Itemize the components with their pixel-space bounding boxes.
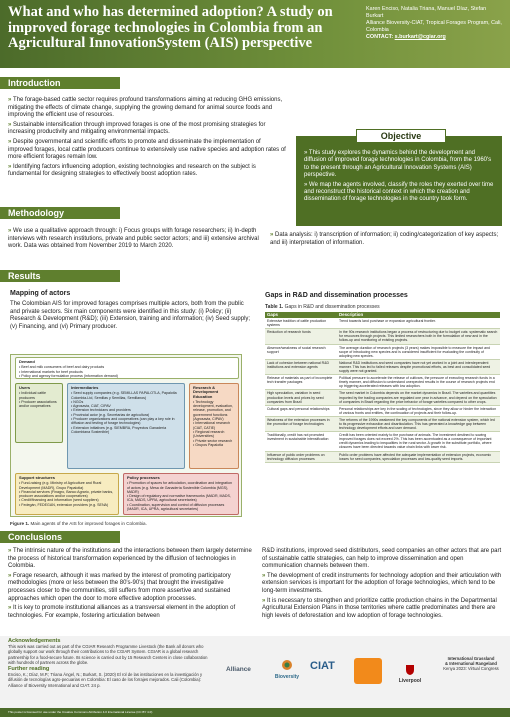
rd-box: Research & Development Education • Technology development, evaluation, release, promotion, and government functions (Agrosavia, CIPAV) • International research (CIAT, CATIE) • Regional research (Universities) • Private sector research • Grupos Papalotla (189, 383, 239, 469)
table-row: Absence/weakness of social research support The average duration of research projects (3 years) makes impossible to measure the impact and scope of introducing new species and is considered insufficient for evaluating the continuity of adopting new species. (265, 344, 500, 359)
table-row: Weakness of the extension processes in the promotion of forage technologies The reforms of the 1990s weakened the key components of the national extension system, which led to its progressive exhaustion and disarticulation. This has generated a knowledge gap between technology development efforts and user demand. (265, 416, 500, 431)
objective-bullet: » This study explores the dynamics behind the development and diffusion of improved forage technologies in Colombia, from the 1960's to the present through an Agricultural Innovation Systems (AIS) perspective. (304, 150, 492, 179)
table-row: Release of materials as part of incomplete tech transfer packages Political pressure to accelerate the release of cultivars, the pressure of executing research funds in a timely manner, and diffusion to understand unexpected results in the course of research projects end up triggering accelerated releases with low adoption. (265, 375, 500, 390)
methodology-left: » We use a qualitative approach through: i) Focus groups with forage researchers; ii) In-depth interviews with research institutions, private and public sector actors; and iii) extensive archival work. Data was obtained from November 2019 to March 2020. (8, 228, 259, 250)
conclusions-heading: Conclusions (0, 531, 120, 543)
congress-logo: International Grassland & International Rangeland Kenya 2023: Virtual Congress (443, 656, 499, 671)
acknowledgements-panel (0, 636, 510, 717)
objective-heading: Objective (356, 129, 446, 143)
users-box: Users • Individual cattle producers • Producer associations and/or cooperatives (15, 383, 63, 443)
results-heading: Results (0, 270, 120, 282)
acknowledgements-text: Acknowledgements This work was carried out as part of the CGIAR Research Programme Livestock (the Bank all donors who globally support our work through their contributions to the CGIAR System. CGIAR is a global research partnership for a food-secure future. Its science is carried out by 15 Research Centers in close collaboration with hundreds of partners across the globe. Further reading Enciso, K.; Díaz, M.P.; Triana Ángel, N.; Burkart, S. (2020) El rol de las instituciones en la investigación y difusión de tecnologías agro-pecuarias en Colombia: El caso de los forrajes mejorados. Cali (Colombia): Alliance of Bioversity International and CIAT. 24 p. (8, 638, 208, 688)
license-footer: This poster is licensed for use under the Creative Commons Attribution 4.0 International License (CC BY 4.0) (0, 708, 510, 717)
figure-caption: Figure 1. Main agents of the AIS for improved forages in Colombia. (10, 521, 147, 526)
intro-bullet: » The forage-based cattle sector requires profound transformations aiming at reducing GHG emissions, mitigating the effects of climate change, supplying the growing demand for animal source foods and improving the efficient use of resources. (8, 97, 283, 119)
support-structures-box: Support structures • Fund-raising (e.g. Ministry of Agriculture and Rural Development (MADR), Grupo Papalotla) • Financial services (Finagro, Banco Agrario, private banks, producer associations and/or cooperatives) • Credit/financing and information (seed suppliers) • Fedegán, FEDEGAN, extension providers (e.g. SENA) (15, 473, 119, 515)
poster-header (0, 0, 510, 68)
contact-line (366, 34, 504, 41)
gaps-title: Gaps in R&D and dissemination processes (265, 292, 408, 299)
liverpool-crest-icon (404, 664, 416, 676)
intermediaries-box: Intermediaries • Seed supply companies (e.g. SEMILLAS PAPALOTLA, Papalotla Colombia-Ltd, Semillas y Semillas, Semillanos) • NGOs • Agrosavia, CIAT, CIPAV • Extension technicians and providers • Provincial actor (e.g. Secretarias de agricultura) • Producer organizations and cooperatives (can play a key role in diffusion and testing of forage technologies) • Extension initiatives (e.g. SIEMBRA, Proyectos Ganadería Colombiana Sostenible) (67, 383, 185, 469)
cgiar-logo (354, 658, 382, 684)
table-header: Description (337, 312, 500, 318)
liverpool-logo: Liverpool (390, 664, 430, 684)
methodology-heading: Methodology (0, 207, 120, 219)
table-header: Gaps (265, 312, 337, 318)
conclusions-right (262, 548, 502, 622)
introduction-heading: Introduction (0, 77, 120, 89)
conclusion-bullet: » Forage research, although it was marked by the interest of promoting participatory methodologies (more or less between the 80's-90's) that brought the investigative processes closer to the communities, still suffers from more assertive and sustained approaches which open the door to more effective adoption processes. (8, 572, 231, 602)
objective-box (296, 131, 502, 226)
table-row: Influence of public order problems on technology diffusion processes Public order problems have affected the adequate implementation of extension projects, economic losses for seed companies, speculation processes and low-quality seed imports. (265, 451, 500, 462)
intro-bullet: » Despite governmental and scientific efforts to promote and disseminate the implementation of improved forages, local cattle producers continue to extensively use native species and adoption rates of more efficient forages remain low. (8, 138, 286, 161)
conclusion-bullet: R&D institutions, improved seed distributors, seed companies an other actors that are part of sustainable cattle strategies, can help to improve dissemination and open communication channels between them. (262, 548, 502, 570)
mapping-title: Mapping of actors (10, 290, 71, 297)
author-names: Karen Enciso, Natalia Triana, Manuel Díaz, Stefan Burkart (366, 6, 487, 19)
table-row: Cultural gaps and personal relationships Personal relationships are key in the scaling of technologies, since they allow or hinder the interaction of various fronts and entities, the continuation of projects and their follow-up. (265, 405, 500, 416)
poster-title: What and who has determined adoption? A study on improved forage technologies in Colombia from an Agricultural InnovationSystem (AIS) perspective (8, 4, 333, 51)
table-row: High speculation, variation in seed production levels and prices by seed companies from Brazil The seed market in Colombia depends on the market dynamics in Brazil. The varieties and quantities imported by the trading companies are regulated one year in advance, and depend on the speculation of companies in Brazil regarding the price behavior of forage varieties compared to other crops. (265, 390, 500, 405)
gaps-table (265, 312, 500, 463)
conclusion-bullet: » It is key to promote institutional alliances as a transversal element in the adoption of technologies. For example, fostering articulation between (8, 605, 236, 619)
author-block (366, 6, 504, 41)
conclusion-bullet: » The development of credit instruments for technology adoption and their articulation with extension services is important for the adoption of forage technologies, which tend to be long-term investments. (262, 572, 502, 594)
demand-box: Demand • Beef and milk consumers of beef and dairy products • International markets for beef products • Policy and agency formulation process (information demand) (15, 357, 239, 379)
actors-diagram (10, 354, 242, 517)
methodology-right: » Data analysis: i) transcription of information; ii) coding/categorization of key aspects; and iii) interpretation of information. (270, 232, 499, 246)
author-affiliation: Alliance Bioversity-CIAT, Tropical Forages Program, Cali, Colombia (366, 20, 502, 33)
ciat-logo: CIAT (310, 660, 335, 672)
conclusions-left (8, 548, 252, 622)
conclusion-bullet: » The intrinsic nature of the institutions and the interactions between them largely determine the process of historical transformation experienced by the diffusion of technologies in Colombia. (8, 548, 252, 570)
intro-bullet: » Sustainable intensification through improved forages is one of the most promising strategies for increasing productivity and mitigating environmental impacts. (8, 121, 266, 136)
conclusion-bullet: » It is necessary to strengthen and prioritize cattle production chains in the Departmental Agricultural Extension Plans in those territories where cattle predominates and there are high levels of deforestation and low adoption of forage technologies. (262, 597, 497, 619)
contact-email[interactable]: s.burkart@cgiar.org (394, 34, 446, 40)
table-row: Extensive tradition of cattle production systems Trend towards land purchase or expansion agricultural frontier. (265, 318, 500, 329)
alliance-logo: Alliance (226, 666, 251, 673)
introduction-bullets (8, 97, 286, 181)
table-caption: Table 1. Gaps in R&D and dissemination processes (265, 304, 380, 310)
bioversity-logo: Bioversity (272, 658, 302, 680)
mapping-text: The Colombian AIS for improved forages comprises multiple actors, both from the public and private sectors. Six main components were identified in this study: (i) Policy; (ii) Research & Development (R&D); (iii) Extension, training and information; (iv) Seed supply; (v) Financing, and (vi) Primary producer. (10, 301, 251, 330)
table-row: Lack of cohesion between national R&D institutions and extension agents National R&D institutions and seed companies have not yet worked in a joint and interdependent manner. This has led to failed releases despite promotional efforts, as best and consolidated seed supply were not granted. (265, 359, 500, 374)
table-row: Reduction of research funds In the 90s research institutions began a process of restructuring due to budget cuts: systematic search for resources through projects. This limited researchers both in the formulation of new and in the follow-up and monitoring of existing projects. (265, 329, 500, 344)
objective-bullet: » We map the agents involved, classify the roles they exerted over time and reconstruct the historical context in which the creation and dissemination of forage technologies in the country took form. (304, 181, 494, 203)
contact-label: CONTACT: (366, 34, 394, 40)
intro-bullet: » Identifying factors influencing adoption, existing technologies and research on the subject is fundamental for designing strategies to effectively boost adoption rates. (8, 163, 256, 178)
table-row: Traditionally, credit has not promoted investment in sustainable intensification Credit has been oriented mainly to the purchase of animals. The investment destined to sowing improved forages does not exceed 2%. This has been accentuated as a consequence of important credit dynamics leading to inequalities in the rural sector. A growth in the substitute portfolio, where closures have been directed towards value chain links with lower risk. (265, 432, 500, 451)
policy-box: Policy processes • Promotion of spaces for articulation, coordination and integration of actors (e.g. Mesa de Ganadería Sostenible Colombia (MGS), MADR) • Design of regulatory and normative frameworks (MADR, MADS, ICA, MADS, UPRA, agricultural secretaries) • Coordination, supervision and control of diffusion processes (MADR, ICA, UPRA, agricultural secretaries) (123, 473, 239, 515)
bioversity-icon (279, 658, 295, 672)
